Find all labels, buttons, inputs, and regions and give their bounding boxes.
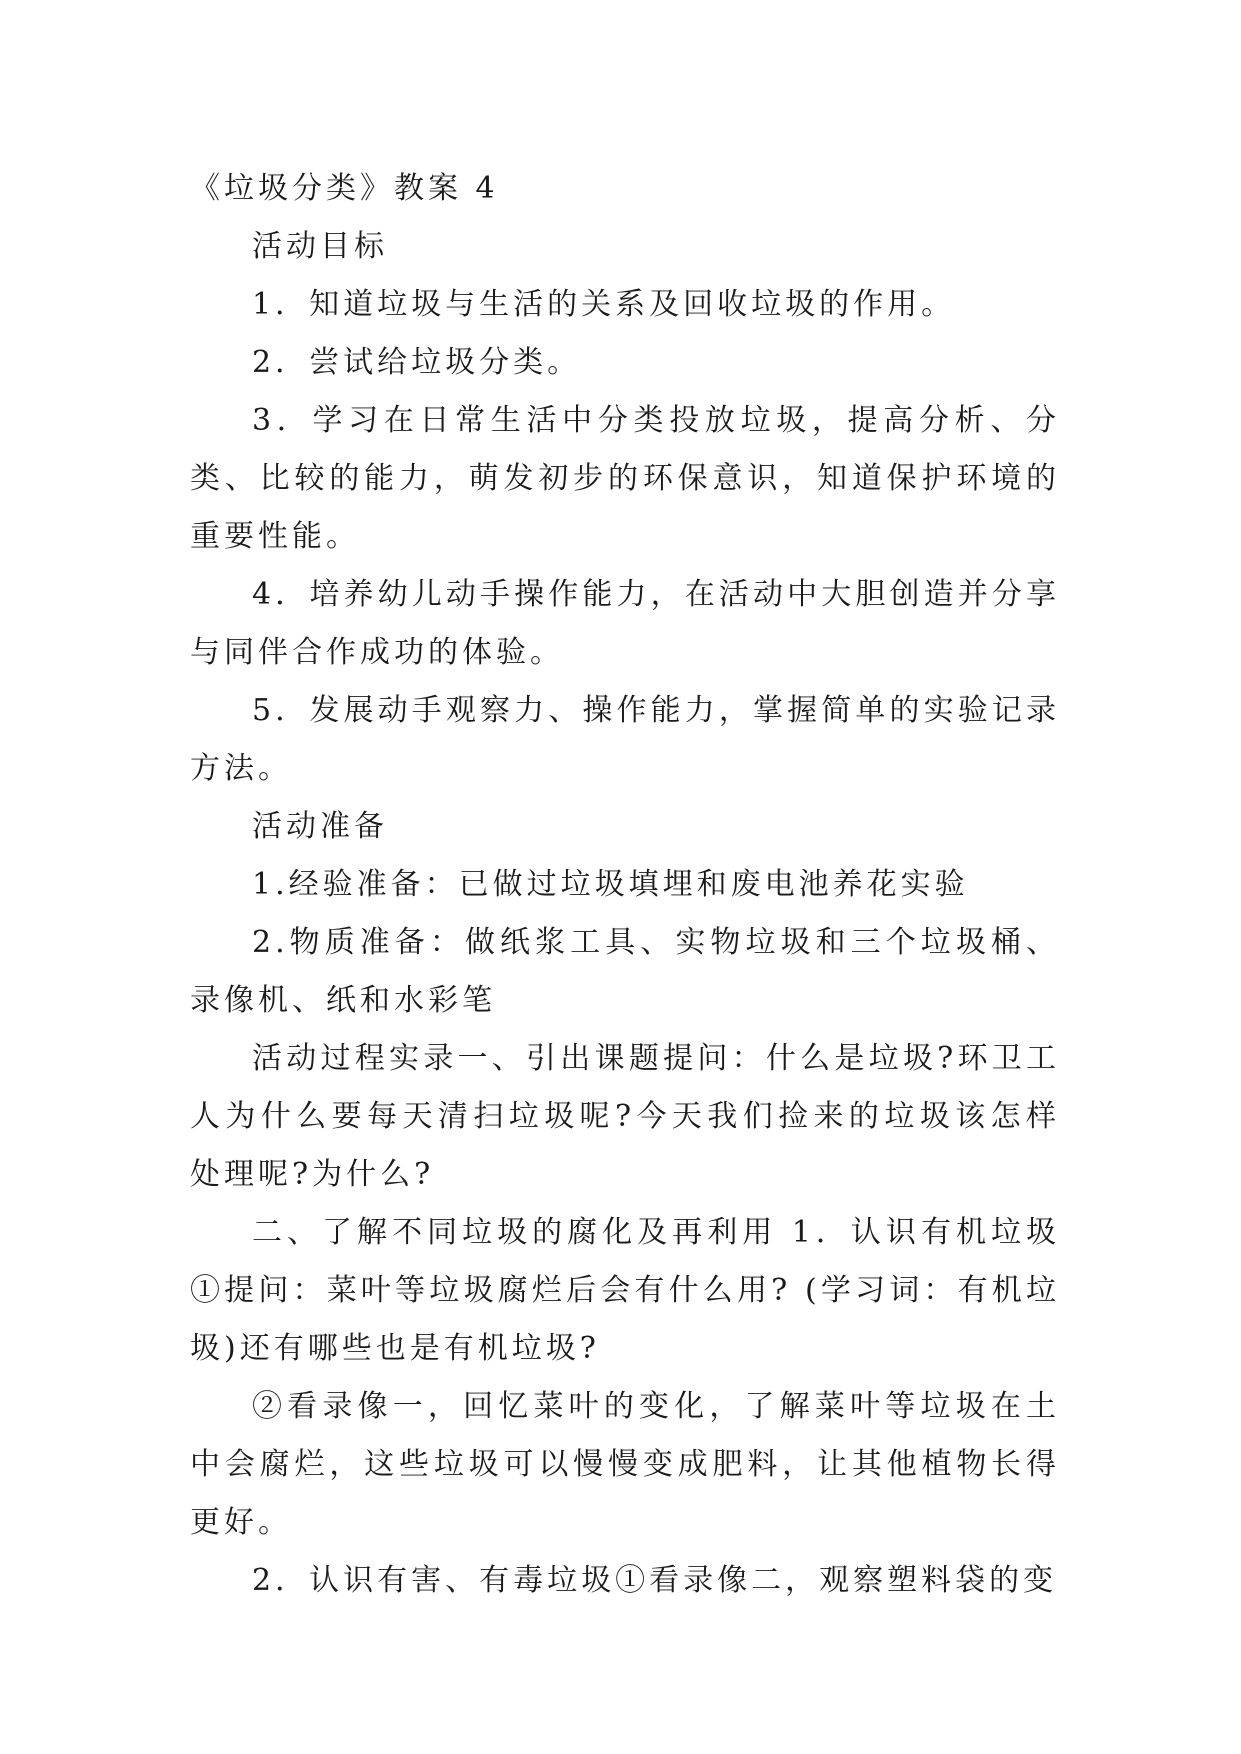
objective-item-3: 3．学习在日常生活中分类投放垃圾，提高分析、分类、比较的能力，萌发初步的环保意识，知道保护环境的重要性能。 [190,403,1060,554]
objective-item-2: 2．尝试给垃圾分类。 [252,345,582,380]
document-title: 《垃圾分类》教案 4 [190,171,499,206]
objective-item-1: 1．知道垃圾与生活的关系及回收垃圾的作用。 [252,287,956,322]
preparation-item-2: 2.物质准备：做纸浆工具、实物垃圾和三个垃圾桶、录像机、纸和水彩笔 [190,925,1060,1018]
objective-item-5: 5．发展动手观察力、操作能力，掌握简单的实验记录方法。 [190,693,1060,786]
process-paragraph-4: 2．认识有害、有毒垃圾①看录像二，观察塑料袋的变 [252,1563,1058,1598]
section-heading-objectives: 活动目标 [252,229,388,264]
preparation-item-1: 1.经验准备：已做过垃圾填埋和废电池养花实验 [252,867,969,902]
section-heading-preparation: 活动准备 [252,809,388,844]
process-paragraph-1: 活动过程实录一、引出课题提问：什么是垃圾?环卫工人为什么要每天清扫垃圾呢?今天我们捡来的垃圾该怎样处理呢?为什么? [190,1041,1060,1192]
process-paragraph-3: ②看录像一，回忆菜叶的变化，了解菜叶等垃圾在土中会腐烂，这些垃圾可以慢慢变成肥料，让其他植物长得更好。 [190,1389,1060,1540]
process-paragraph-2: 二、了解不同垃圾的腐化及再利用 1．认识有机垃圾①提问：菜叶等垃圾腐烂后会有什么用? (学习词：有机垃圾)还有哪些也是有机垃圾? [190,1215,1060,1366]
objective-item-4: 4．培养幼儿动手操作能力，在活动中大胆创造并分享与同伴合作成功的体验。 [190,577,1060,670]
document-body [190,160,1060,1610]
